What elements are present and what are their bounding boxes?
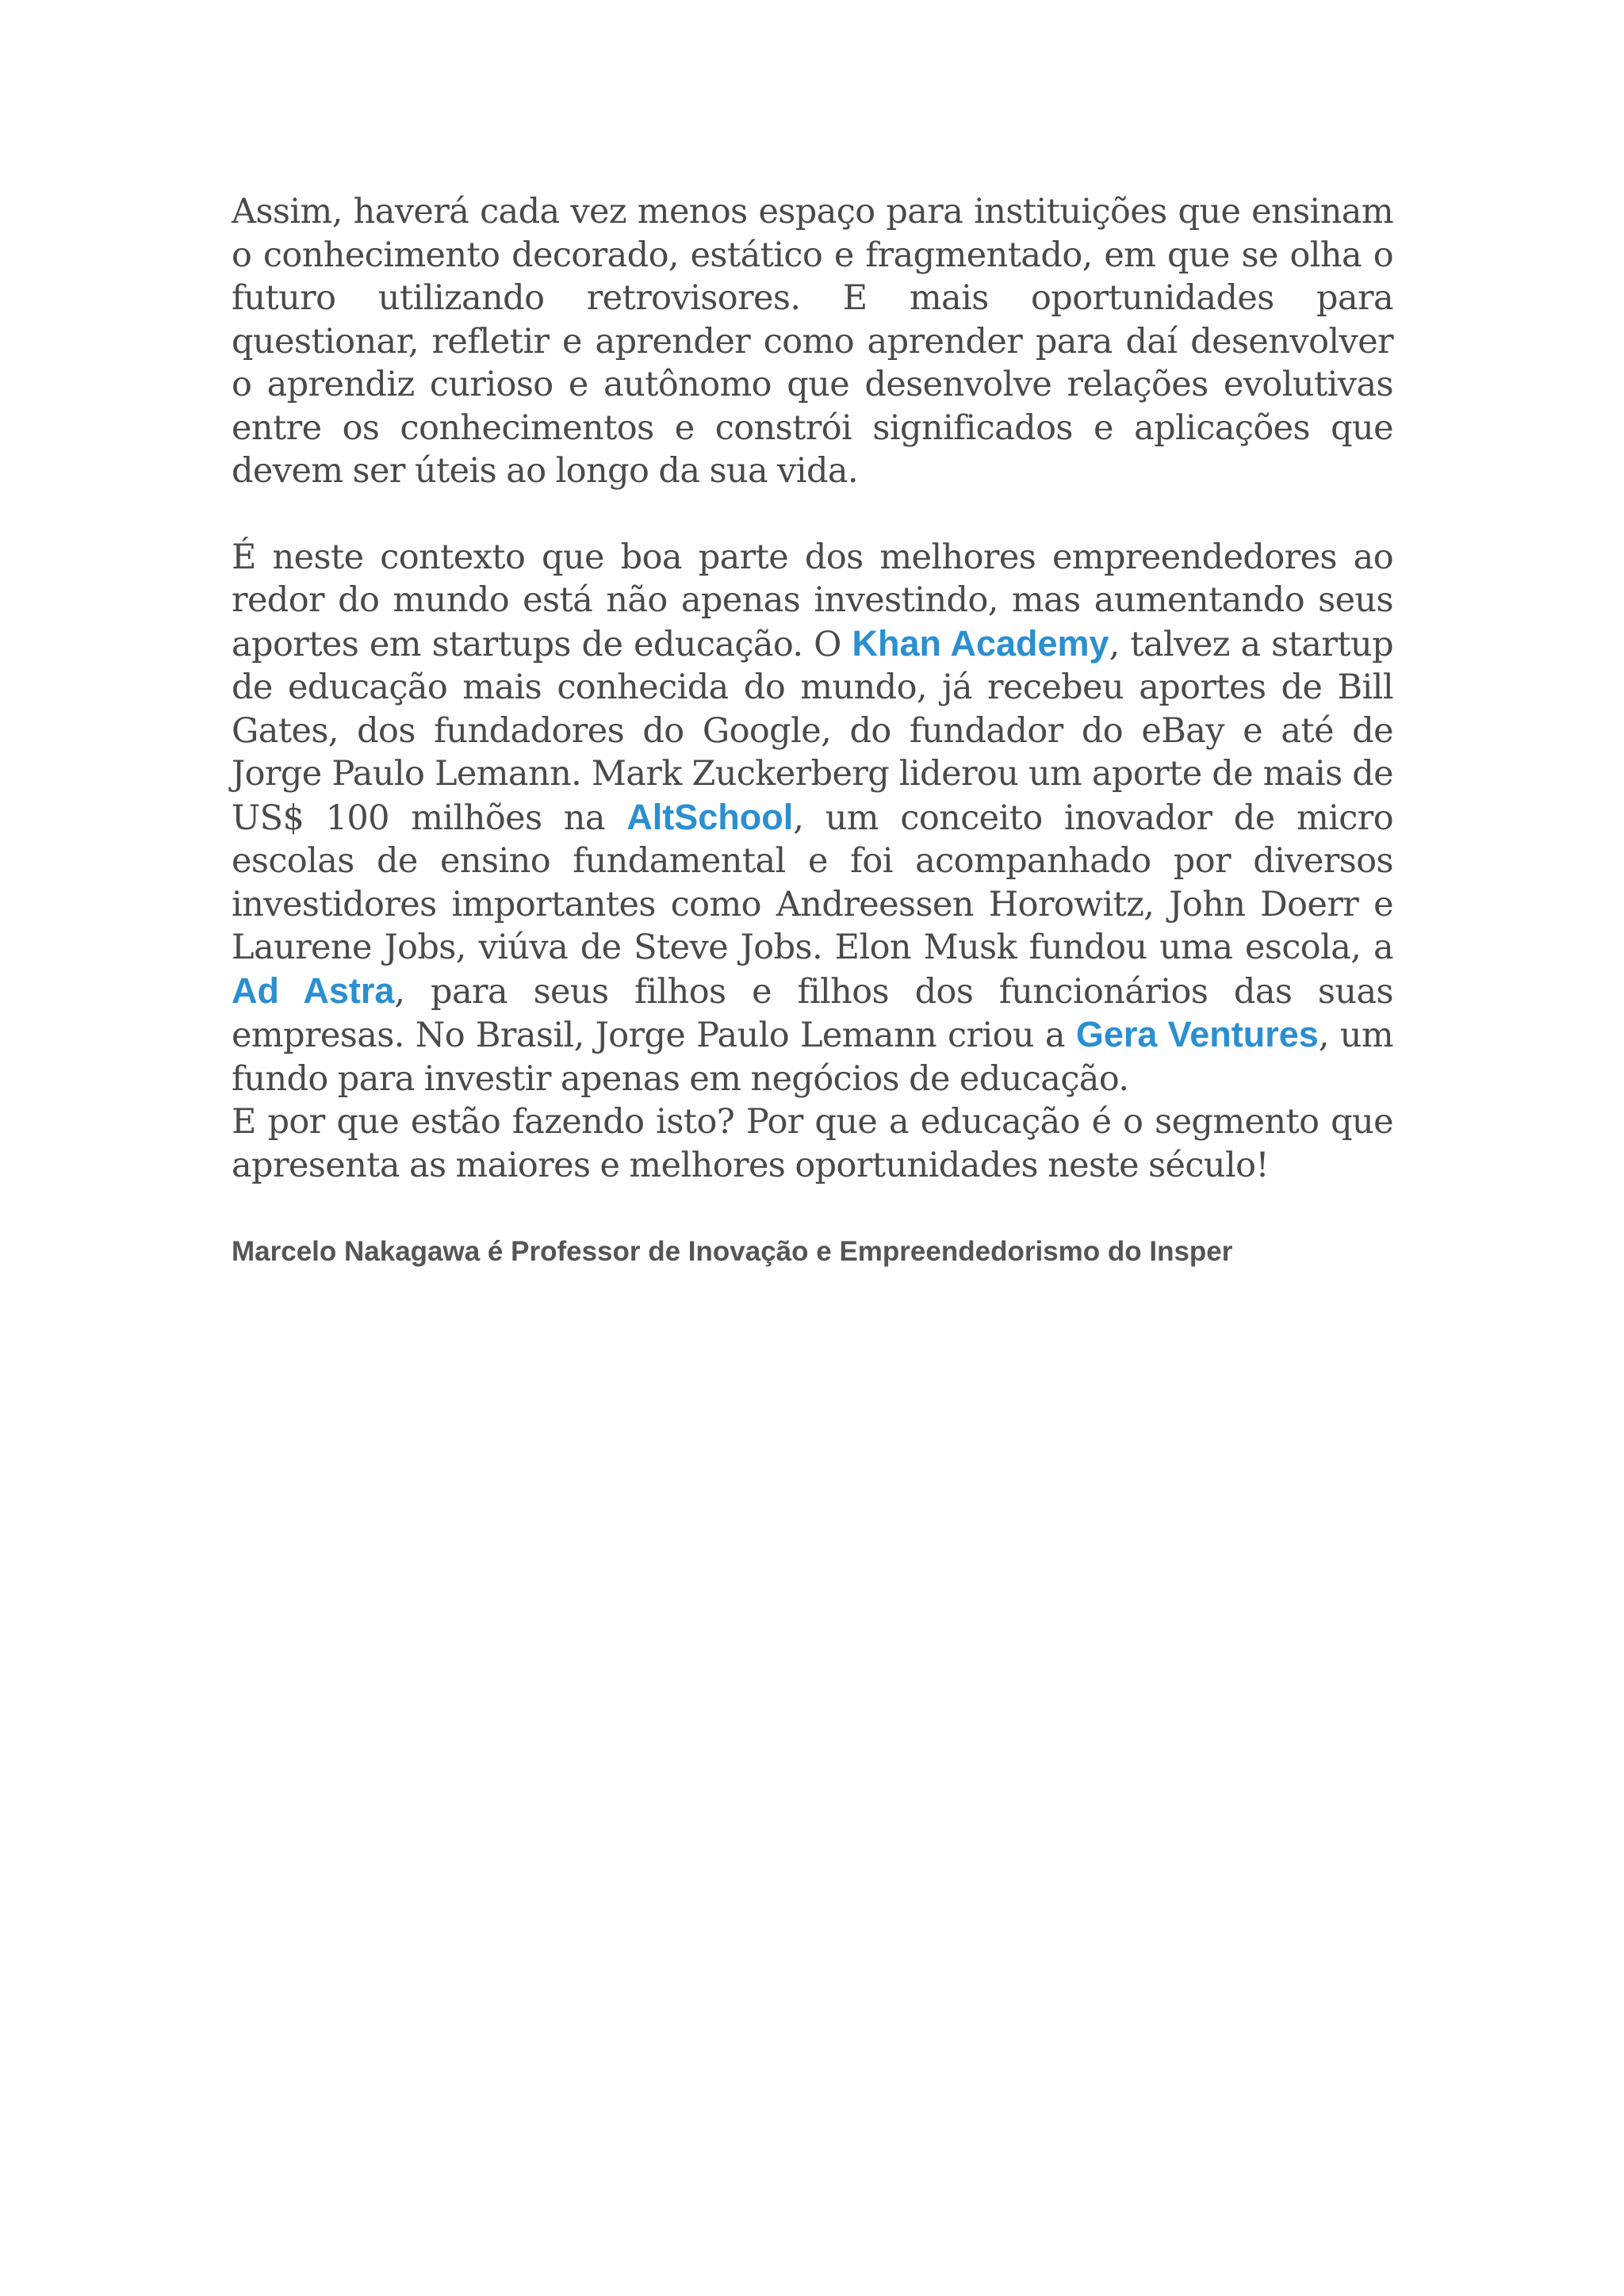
gera-ventures-link[interactable]: Gera Ventures: [1075, 1014, 1319, 1054]
altschool-link[interactable]: AltSchool: [626, 796, 794, 837]
paragraph-2-text-3: , um conceito inovador de micro escolas de ensino fundamental e foi acompanhado por diversos investidores importantes como Andreessen Horowitz, John Doerr e Laurene Jobs, viúva de Steve Jobs. Elon Musk fundou uma escola, a: [232, 798, 1393, 967]
paragraph-2: [232, 536, 1393, 1101]
khan-academy-link[interactable]: Khan Academy: [852, 622, 1109, 664]
paragraph-2-text-5: , um fundo para investir apenas em negócios de educação.: [232, 1016, 1393, 1099]
article-body: [232, 190, 1393, 1268]
paragraph-3: E por que estão fazendo isto? Por que a educação é o segmento que apresenta as maiores e melhores oportunidades neste século!: [232, 1102, 1393, 1185]
paragraph-1: Assim, haverá cada vez menos espaço para instituições que ensinam o conhecimento decorado, estático e fragmentado, em que se olha o futuro utilizando retrovisores. E mais oportunidades para questionar, refletir e aprender como aprender para daí desenvolver o aprendiz curioso e autônomo que desenvolve relações evolutivas entre os conhecimentos e constrói significados e aplicações que devem ser úteis ao longo da sua vida.: [232, 192, 1393, 491]
paragraph-2-text-1: É neste contexto que boa parte dos melhores empreendedores ao redor do mundo está não apenas investindo, mas aumentando seus aportes em startups de educação. O: [232, 537, 1393, 664]
paragraph-2-text-2: , talvez a startup de educação mais conhecida do mundo, já recebeu aportes de Bill Gates, dos fundadores do Google, do fundador do eBay e até de Jorge Paulo Lemann. Mark Zuckerberg liderou um aporte de mais de US$ 100 milhões na: [232, 624, 1393, 838]
ad-astra-link[interactable]: Ad Astra: [232, 970, 395, 1011]
author-signature: Marcelo Nakagawa é Professor de Inovação e Empreendedorismo do Insper: [232, 1236, 1233, 1267]
paragraph-2-text-4: , para seus filhos e filhos dos funcionários das suas empresas. No Brasil, Jorge Paulo Lemann criou a: [232, 971, 1393, 1055]
